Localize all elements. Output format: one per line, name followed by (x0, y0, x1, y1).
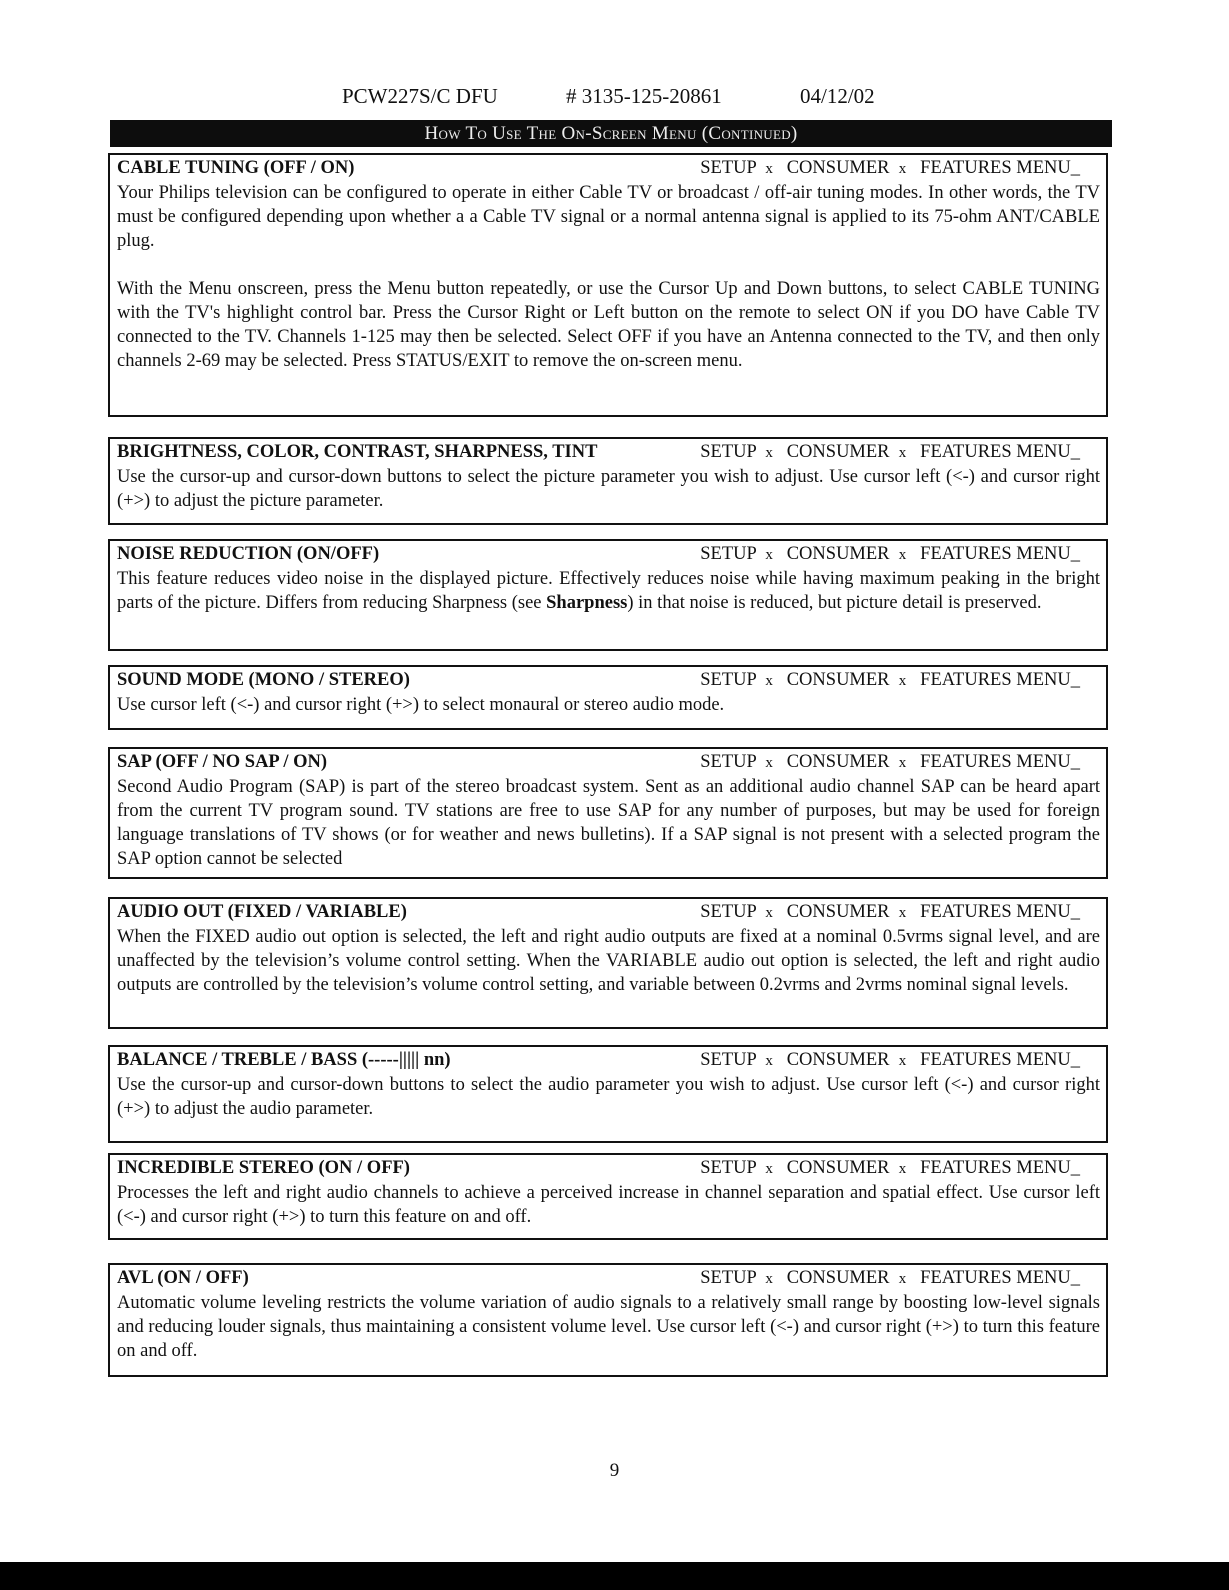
menu-item-section (108, 1263, 1108, 1377)
setup-mark: x (765, 755, 773, 771)
tag-consumer: CONSUMER (786, 1158, 890, 1178)
tag-consumer: CONSUMER (786, 752, 890, 772)
section-paragraph: With the Menu onscreen, press the Menu button repeatedly, or use the Cursor Up and Down buttons, to select CABLE TUNING with the TV's highlight control bar. Press the Cursor Right or Left button on the remote to select ON if you DO have Cable TV connected to the TV. Channels 1-125 may then be selected. Select OFF if you have an Antenna connected to the TV, and then only channels 2-69 may be selected. Press STATUS/EXIT to remove the on-screen menu. (117, 279, 1100, 371)
consumer-mark: x (898, 445, 907, 461)
section-heading: NOISE REDUCTION (ON/OFF) (117, 544, 380, 564)
setup-mark: x (765, 161, 773, 177)
tag-consumer: CONSUMER (786, 902, 890, 922)
menu-tags (700, 440, 1100, 465)
tag-features-menu: FEATURES MENU_ (920, 544, 1080, 564)
section-paragraph: Processes the left and right audio channels to achieve a perceived increase in channel separation and spatial effect. Use cursor left (<-) and cursor right (+>) to turn this feature on and off. (117, 1183, 1100, 1227)
tag-consumer: CONSUMER (786, 670, 890, 690)
tag-features-menu: FEATURES MENU_ (920, 752, 1080, 772)
section-paragraph: When the FIXED audio out option is selected, the left and right audio outputs are fixed at a nominal 0.5vrms signal level, and are unaffected by the television’s volume control setting. When the VARIABLE audio out option is selected, the left and right audio outputs are controlled by the television’s volume control setting, and variable between 0.2vrms and 2vrms nominal signal levels. (117, 927, 1100, 995)
menu-tags (700, 750, 1100, 775)
section-paragraph: Use cursor left (<-) and cursor right (+>) to select monaural or stereo audio mode. (117, 695, 725, 715)
tag-setup: SETUP (700, 1050, 757, 1070)
tag-setup: SETUP (700, 1158, 757, 1178)
menu-tags (700, 900, 1100, 925)
consumer-mark: x (898, 1271, 907, 1287)
menu-item-section (108, 897, 1108, 1029)
paragraph-text: ) in that noise is reduced, but picture detail is preserved. (627, 593, 1042, 613)
menu-tags (700, 1048, 1100, 1073)
section-heading: CABLE TUNING (OFF / ON) (117, 158, 355, 178)
tag-consumer: CONSUMER (786, 442, 890, 462)
tag-setup: SETUP (700, 902, 757, 922)
setup-mark: x (765, 1161, 773, 1177)
tag-setup: SETUP (700, 544, 757, 564)
section-paragraph: Second Audio Program (SAP) is part of the stereo broadcast system. Sent as an additional audio channel SAP can be heard apart from the current TV program sound. TV stations are free to use SAP for any number of purposes, but may be used for foreign language translations of TV shows (or for weather and news bulletins). If a SAP signal is not present with a selected program the SAP option cannot be selected (117, 777, 1100, 869)
tag-features-menu: FEATURES MENU_ (920, 902, 1080, 922)
consumer-mark: x (898, 905, 907, 921)
section-paragraph: Your Philips television can be configured to operate in either Cable TV or broadcast / off-air tuning modes. In other words, the TV must be configured depending upon whether a a Cable TV signal or a normal antenna signal is applied to its 75-ohm ANT/CABLE plug. (117, 183, 1100, 251)
model-number: PCW227S/C DFU (342, 84, 498, 108)
section-paragraph: Use the cursor-up and cursor-down buttons to select the audio parameter you wish to adjust. Use cursor left (<-) and cursor right (+>) to adjust the audio parameter. (117, 1075, 1100, 1119)
tag-features-menu: FEATURES MENU_ (920, 1158, 1080, 1178)
menu-tags (700, 668, 1100, 693)
section-heading: INCREDIBLE STEREO (ON / OFF) (117, 1158, 410, 1178)
section-paragraph: Automatic volume leveling restricts the volume variation of audio signals to a relatively small range by boosting low-level signals and reducing louder signals, thus maintaining a consistent volume level. Use cursor left (<-) and cursor right (+>) to turn this feature on and off. (117, 1293, 1100, 1361)
consumer-mark: x (898, 1053, 907, 1069)
tag-features-menu: FEATURES MENU_ (920, 442, 1080, 462)
consumer-mark: x (898, 161, 907, 177)
menu-tags (700, 156, 1100, 181)
setup-mark: x (765, 905, 773, 921)
tag-features-menu: FEATURES MENU_ (920, 670, 1080, 690)
menu-item-section (108, 1045, 1108, 1143)
section-heading: BALANCE / TREBLE / BASS (-----||||| nn) (117, 1050, 451, 1070)
tag-setup: SETUP (700, 442, 757, 462)
section-title-bar: How To Use The On-Screen Menu (Continued) (110, 120, 1112, 147)
menu-item-section (108, 539, 1108, 651)
tag-consumer: CONSUMER (786, 1050, 890, 1070)
section-heading: AVL (ON / OFF) (117, 1268, 249, 1288)
setup-mark: x (765, 1053, 773, 1069)
section-heading: BRIGHTNESS, COLOR, CONTRAST, SHARPNESS, TINT (117, 442, 598, 462)
menu-item-section (108, 747, 1108, 879)
section-paragraph: Use the cursor-up and cursor-down buttons to select the picture parameter you wish to adjust. Use cursor left (<-) and cursor right (+>) to adjust the picture parameter. (117, 467, 1100, 511)
paragraph-bold-text: Sharpness (546, 593, 628, 613)
document-number: # 3135-125-20861 (566, 84, 722, 108)
tag-features-menu: FEATURES MENU_ (920, 1268, 1080, 1288)
tag-consumer: CONSUMER (786, 544, 890, 564)
setup-mark: x (765, 1271, 773, 1287)
menu-item-section (108, 437, 1108, 525)
menu-item-section (108, 665, 1108, 730)
section-paragraph (117, 567, 1100, 615)
setup-mark: x (765, 673, 773, 689)
document-date: 04/12/02 (800, 84, 875, 108)
tag-setup: SETUP (700, 670, 757, 690)
setup-mark: x (765, 445, 773, 461)
tag-features-menu: FEATURES MENU_ (920, 158, 1080, 178)
section-heading: AUDIO OUT (FIXED / VARIABLE) (117, 902, 407, 922)
paragraph-text: This feature reduces video noise in the displayed picture. Effectively reduces noise while having maximum peaking in the bright parts of the picture. Differs from reducing Sharpness (see (117, 569, 1100, 613)
menu-tags (700, 1266, 1100, 1291)
menu-item-section (108, 1153, 1108, 1240)
menu-item-section (108, 153, 1108, 417)
tag-setup: SETUP (700, 1268, 757, 1288)
tag-setup: SETUP (700, 752, 757, 772)
tag-features-menu: FEATURES MENU_ (920, 1050, 1080, 1070)
menu-tags (700, 1156, 1100, 1181)
bottom-bar (0, 1562, 1229, 1590)
consumer-mark: x (898, 673, 907, 689)
tag-consumer: CONSUMER (786, 1268, 890, 1288)
menu-tags (700, 542, 1100, 567)
consumer-mark: x (898, 547, 907, 563)
section-heading: SAP (OFF / NO SAP / ON) (117, 752, 328, 772)
section-heading: SOUND MODE (MONO / STEREO) (117, 670, 410, 690)
tag-setup: SETUP (700, 158, 757, 178)
page-number: 9 (609, 1460, 620, 1481)
setup-mark: x (765, 547, 773, 563)
consumer-mark: x (898, 1161, 907, 1177)
consumer-mark: x (898, 755, 907, 771)
tag-consumer: CONSUMER (786, 158, 890, 178)
